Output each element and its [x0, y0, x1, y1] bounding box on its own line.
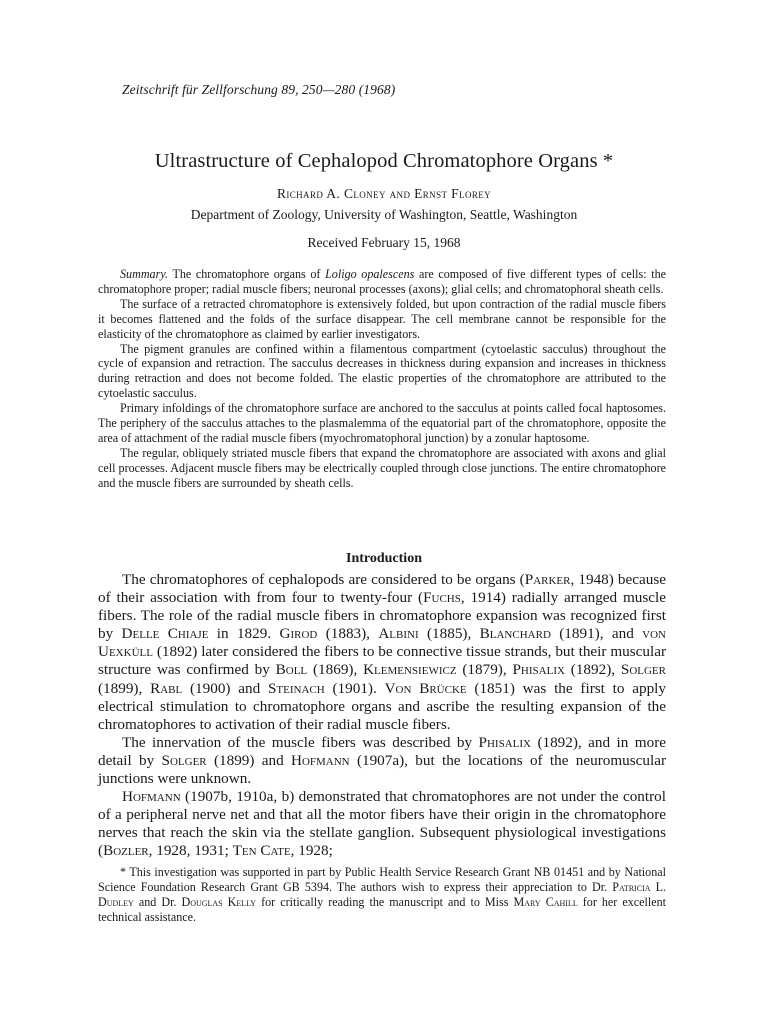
cited-author: Hofmann	[290, 751, 350, 769]
cited-author: Ten Cate	[232, 842, 291, 860]
footnote-text	[98, 865, 666, 925]
cited-author: Solger	[620, 661, 666, 679]
text-run: (1892),	[564, 661, 621, 679]
text-run: for her excellent technical assistance.	[98, 894, 666, 924]
cited-author: Phisalix	[478, 733, 531, 751]
cited-author: von Uexküll	[98, 625, 667, 661]
summary-paragraph: The pigment granules are confined within a filamentous compartment (cytoelastic sacculus) throughout the cycle of expansion and retraction. The sacculus decreases in thickness during expansion and increases in thickness during retraction and does not become folded. The elastic properties of the chromatophore are attributed to the cytoelastic sacculus.	[98, 341, 666, 401]
paper-title: Ultrastructure of Cephalopod Chromatophore Organs *	[154, 150, 614, 172]
body-paragraph	[98, 734, 666, 788]
text-run: The chromatophores of cephalopods are considered to be organs (	[122, 571, 525, 588]
text-run: , 1928;	[290, 842, 333, 860]
summary-paragraph: Primary infoldings of the chromatophore surface are anchored to the sacculus at points called focal haptosomes. The periphery of the sacculus attaches to the plasmalemma of the equatorial part of the chromatophore, opposite the area of attachment of the radial muscle fibers (myochromatophoral junction) by a zonular haptosome.	[98, 401, 666, 445]
text-run: (1869),	[307, 661, 364, 679]
text-run: , 1928, 1931;	[148, 842, 233, 860]
cited-author: Hofmann	[122, 788, 181, 806]
text-run: (1900) and	[182, 679, 268, 697]
cited-author: Klemensiewicz	[363, 661, 457, 679]
cited-author: Albini	[378, 625, 419, 643]
text-run: , 1948) because of their association with from four to twenty-four (	[98, 571, 666, 607]
text-run: in 1829.	[208, 625, 280, 643]
cited-author: Girod	[279, 625, 318, 643]
text-run: (1891), and	[550, 625, 643, 643]
cited-author: Blanchard	[479, 625, 551, 643]
cited-author: Patricia L. Dudley	[98, 879, 667, 909]
body-paragraph	[98, 571, 666, 734]
affiliation: Department of Zoology, University of Washington, Seattle, Washington	[190, 207, 578, 222]
summary-paragraph: The regular, obliquely striated muscle fibers that expand the chromatophore are associated with axons and glial cell processes. Adjacent muscle fibers may be electrically coupled through close junctions. The entire chromatophore and the muscle fibers are surrounded by sheath cells.	[98, 445, 666, 490]
journal-reference: Zeitschrift für Zellforschung 89, 250—280 (1968)	[122, 82, 396, 97]
cited-author: Von Brücke	[384, 679, 467, 697]
cited-author: Rabl	[150, 679, 183, 697]
text-run: (1851) was the first to apply electrical stimulation to chromatophore organs and ascribe the resulting expansion of the chromatophores to activation of their radial muscle fibers.	[98, 679, 666, 733]
text-run: (1899) and	[206, 751, 291, 769]
cited-author: Douglas Kelly	[181, 894, 257, 909]
text-run: (1907a), but the locations of the neuromuscular junctions were unknown.	[98, 751, 667, 788]
text-run: , 1914) radially arranged muscle fibers. The role of the radial muscle fibers in chromatophore expansion was recognized first by	[98, 589, 666, 643]
text-run: (1892) later considered the fibers to be connective tissue strands, but their muscular structure was confirmed by	[98, 643, 666, 679]
cited-author: Fuchs	[423, 589, 461, 607]
summary-paragraph: Summary. The chromatophore organs of Loligo opalescens are composed of five different types of cells: the chromatophore proper; radial muscle fibers; neuronal processes (axons); glial cells; and chromatophoral sheath cells.	[98, 267, 666, 296]
introduction-body	[98, 571, 666, 861]
cited-author: Boll	[275, 661, 308, 679]
text-run: * This investigation was supported in part by Public Health Service Research Grant NB 01451 and by National Science Foundation Research Grant GB 5394. The authors wish to express their appreciation to Dr.	[98, 865, 666, 894]
cited-author: Delle Chiaje	[121, 625, 209, 643]
cited-author: Steinach	[267, 679, 325, 697]
footnote	[98, 865, 666, 925]
text-run: (1883),	[317, 625, 379, 643]
text-run: (1879),	[456, 661, 513, 679]
text-run: for critically reading the manuscript and to Miss	[256, 894, 514, 909]
text-run: and Dr.	[133, 894, 182, 909]
cited-author: Mary Cahill	[513, 894, 578, 909]
cited-author: Bozler	[103, 842, 149, 860]
species-name: Loligo opalescens	[325, 267, 415, 281]
summary-label: Summary.	[120, 267, 169, 281]
body-paragraph	[98, 788, 666, 860]
text-run: (1899),	[98, 679, 151, 697]
received-date: Received February 15, 1968	[307, 235, 461, 250]
authors: Richard A. Cloney and Ernst Florey	[276, 186, 492, 201]
summary-paragraph: The surface of a retracted chromatophore is extensively folded, but upon contraction of the radial muscle fibers it becomes flattened and the folds of the surface disappear. The cell membrane cannot be responsible for the elasticity of the chromatophore as claimed by earlier investigators.	[98, 296, 666, 341]
text-run: (1901).	[324, 679, 385, 697]
cited-author: Parker	[524, 571, 571, 588]
section-heading: Introduction	[346, 551, 422, 566]
text-run: (1885),	[418, 625, 480, 643]
text-run: The innervation of the muscle fibers was described by	[122, 733, 479, 751]
text-run: (1907b, 1910a, b) demonstrated that chromatophores are not under the control of a peripheral nerve net and that all the motor fibers have their origin in the chromatophore nerves that reach the skin via the stellate ganglion. Subsequent physiological investigations (	[98, 788, 666, 860]
cited-author: Solger	[161, 751, 207, 769]
summary-section	[98, 267, 666, 491]
cited-author: Phisalix	[512, 661, 565, 679]
text-run: (1892), and in more detail by	[98, 733, 666, 769]
